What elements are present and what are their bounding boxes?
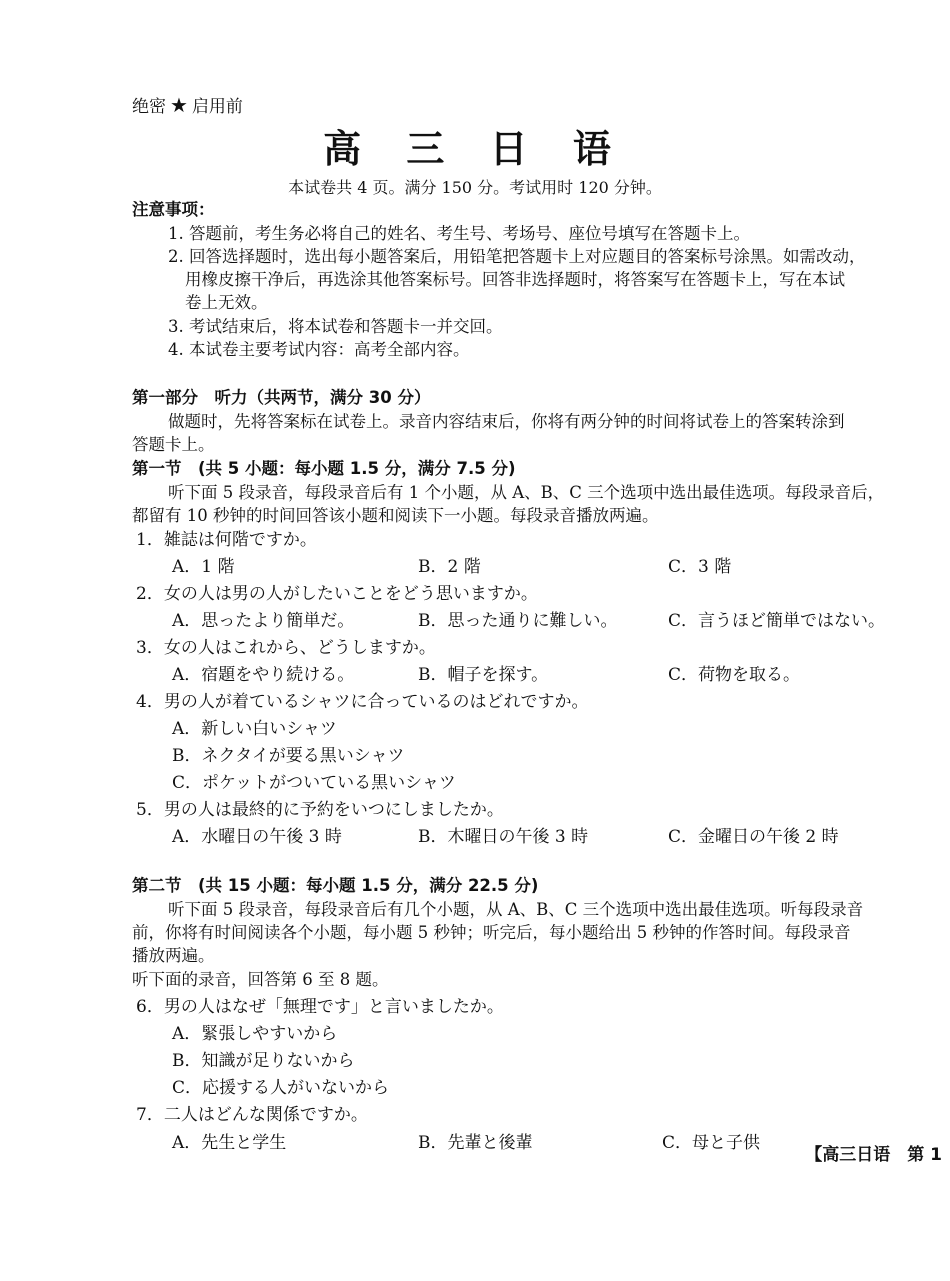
- q5-option-c: C．金曜日の午後 2 時: [668, 827, 839, 847]
- q6-option-a: A．緊張しやすいから: [172, 1024, 338, 1044]
- q2-option-b: B．思った通りに難しい。: [418, 611, 618, 631]
- note-4: 4. 本试卷主要考试内容：高考全部内容。: [168, 340, 470, 359]
- note-2b: 用橡皮擦干净后，再选涂其他答案标号。回答非选择题时，将答案写在答题卡上，写在本试: [185, 270, 845, 289]
- confidential-label: [132, 92, 243, 117]
- q7-option-b: B．先輩と後輩: [418, 1133, 533, 1153]
- q7-option-a: A．先生と学生: [172, 1133, 287, 1153]
- secret-left: 绝密: [132, 97, 166, 117]
- q3-option-b: B．帽子を探す。: [418, 665, 549, 685]
- q4-option-b: B．ネクタイが要る黒いシャツ: [172, 746, 405, 766]
- note-2a: 2. 回答选择题时，选出每小题答案后，用铅笔把答题卡上对应题目的答案标号涂黑。如需改动，: [168, 247, 866, 266]
- question-5: 5．男の人は最終的に予約をいつにしましたか。: [136, 800, 504, 820]
- note-3: 3. 考试结束后，将本试卷和答题卡一并交回。: [168, 317, 503, 336]
- part1-intro-b: 答题卡上。: [132, 435, 215, 454]
- q2-option-a: A．思ったより簡単だ。: [172, 611, 355, 631]
- page-footer: 【高三日语 第 1: [805, 1145, 942, 1165]
- section2-intro-a: 听下面 5 段录音，每段录音后有几个小题，从 A、B、C 三个选项中选出最佳选项。听每段录音: [168, 900, 864, 919]
- question-7: 7．二人はどんな関係ですか。: [136, 1105, 368, 1125]
- question-6: 6．男の人はなぜ「無理です」と言いましたか。: [136, 997, 504, 1017]
- section1-intro-b: 都留有 10 秒钟的时间回答该小题和阅读下一小题。每段录音播放两遍。: [132, 506, 659, 525]
- q3-option-c: C．荷物を取る。: [668, 665, 801, 685]
- q6-option-b: B．知識が足りないから: [172, 1051, 355, 1071]
- note-2c: 卷上无效。: [185, 293, 268, 312]
- page-title: 高 三 日 语: [323, 127, 627, 171]
- q4-option-c: C．ポケットがついている黒いシャツ: [172, 773, 456, 793]
- question-group-label: 听下面的录音，回答第 6 至 8 题。: [132, 970, 389, 989]
- section1-heading: 第一节 (共 5 小题：每小题 1.5 分，满分 7.5 分): [132, 459, 516, 478]
- q5-option-a: A．水曜日の午後 3 時: [172, 827, 342, 847]
- question-4: 4．男の人が着ているシャツに合っているのはどれですか。: [136, 692, 589, 712]
- note-1: 1. 答题前，考生务必将自己的姓名、考生号、考场号、座位号填写在答题卡上。: [168, 224, 750, 243]
- q6-option-c: C．応援する人がいないから: [172, 1078, 390, 1098]
- q5-option-b: B．木曜日の午後 3 時: [418, 827, 589, 847]
- q3-option-a: A．宿題をやり続ける。: [172, 665, 355, 685]
- section2-intro-b: 前，你将有时间阅读各个小题，每小题 5 秒钟；听完后，每小题给出 5 秒钟的作答时间。每段录音: [132, 923, 851, 942]
- question-2: 2．女の人は男の人がしたいことをどう思いますか。: [136, 584, 538, 604]
- secret-right: 启用前: [191, 97, 243, 117]
- question-1: 1．雑誌は何階ですか。: [136, 530, 317, 550]
- section2-intro-c: 播放两遍。: [132, 946, 215, 965]
- notes-heading: 注意事项：: [132, 200, 215, 219]
- star-icon: ★: [170, 93, 188, 117]
- q1-option-b: B．2 階: [418, 557, 481, 577]
- part1-heading: 第一部分 听力（共两节，满分 30 分）: [132, 388, 431, 407]
- q7-option-c: C．母と子供: [662, 1133, 761, 1153]
- q4-option-a: A．新しい白いシャツ: [172, 719, 337, 739]
- q1-option-a: A．1 階: [172, 557, 235, 577]
- question-3: 3．女の人はこれから、どうしますか。: [136, 638, 436, 658]
- q2-option-c: C．言うほど簡単ではない。: [668, 611, 886, 631]
- section2-heading: 第二节 (共 15 小题：每小题 1.5 分，满分 22.5 分): [132, 876, 539, 895]
- section1-intro-a: 听下面 5 段录音，每段录音后有 1 个小题，从 A、B、C 三个选项中选出最佳选项。每段录音后，: [168, 483, 885, 502]
- q1-option-c: C．3 階: [668, 557, 732, 577]
- part1-intro-a: 做题时，先将答案标在试卷上。录音内容结束后，你将有两分钟的时间将试卷上的答案转涂到: [168, 412, 845, 431]
- exam-info: 本试卷共 4 页。满分 150 分。考试用时 120 分钟。: [288, 178, 662, 197]
